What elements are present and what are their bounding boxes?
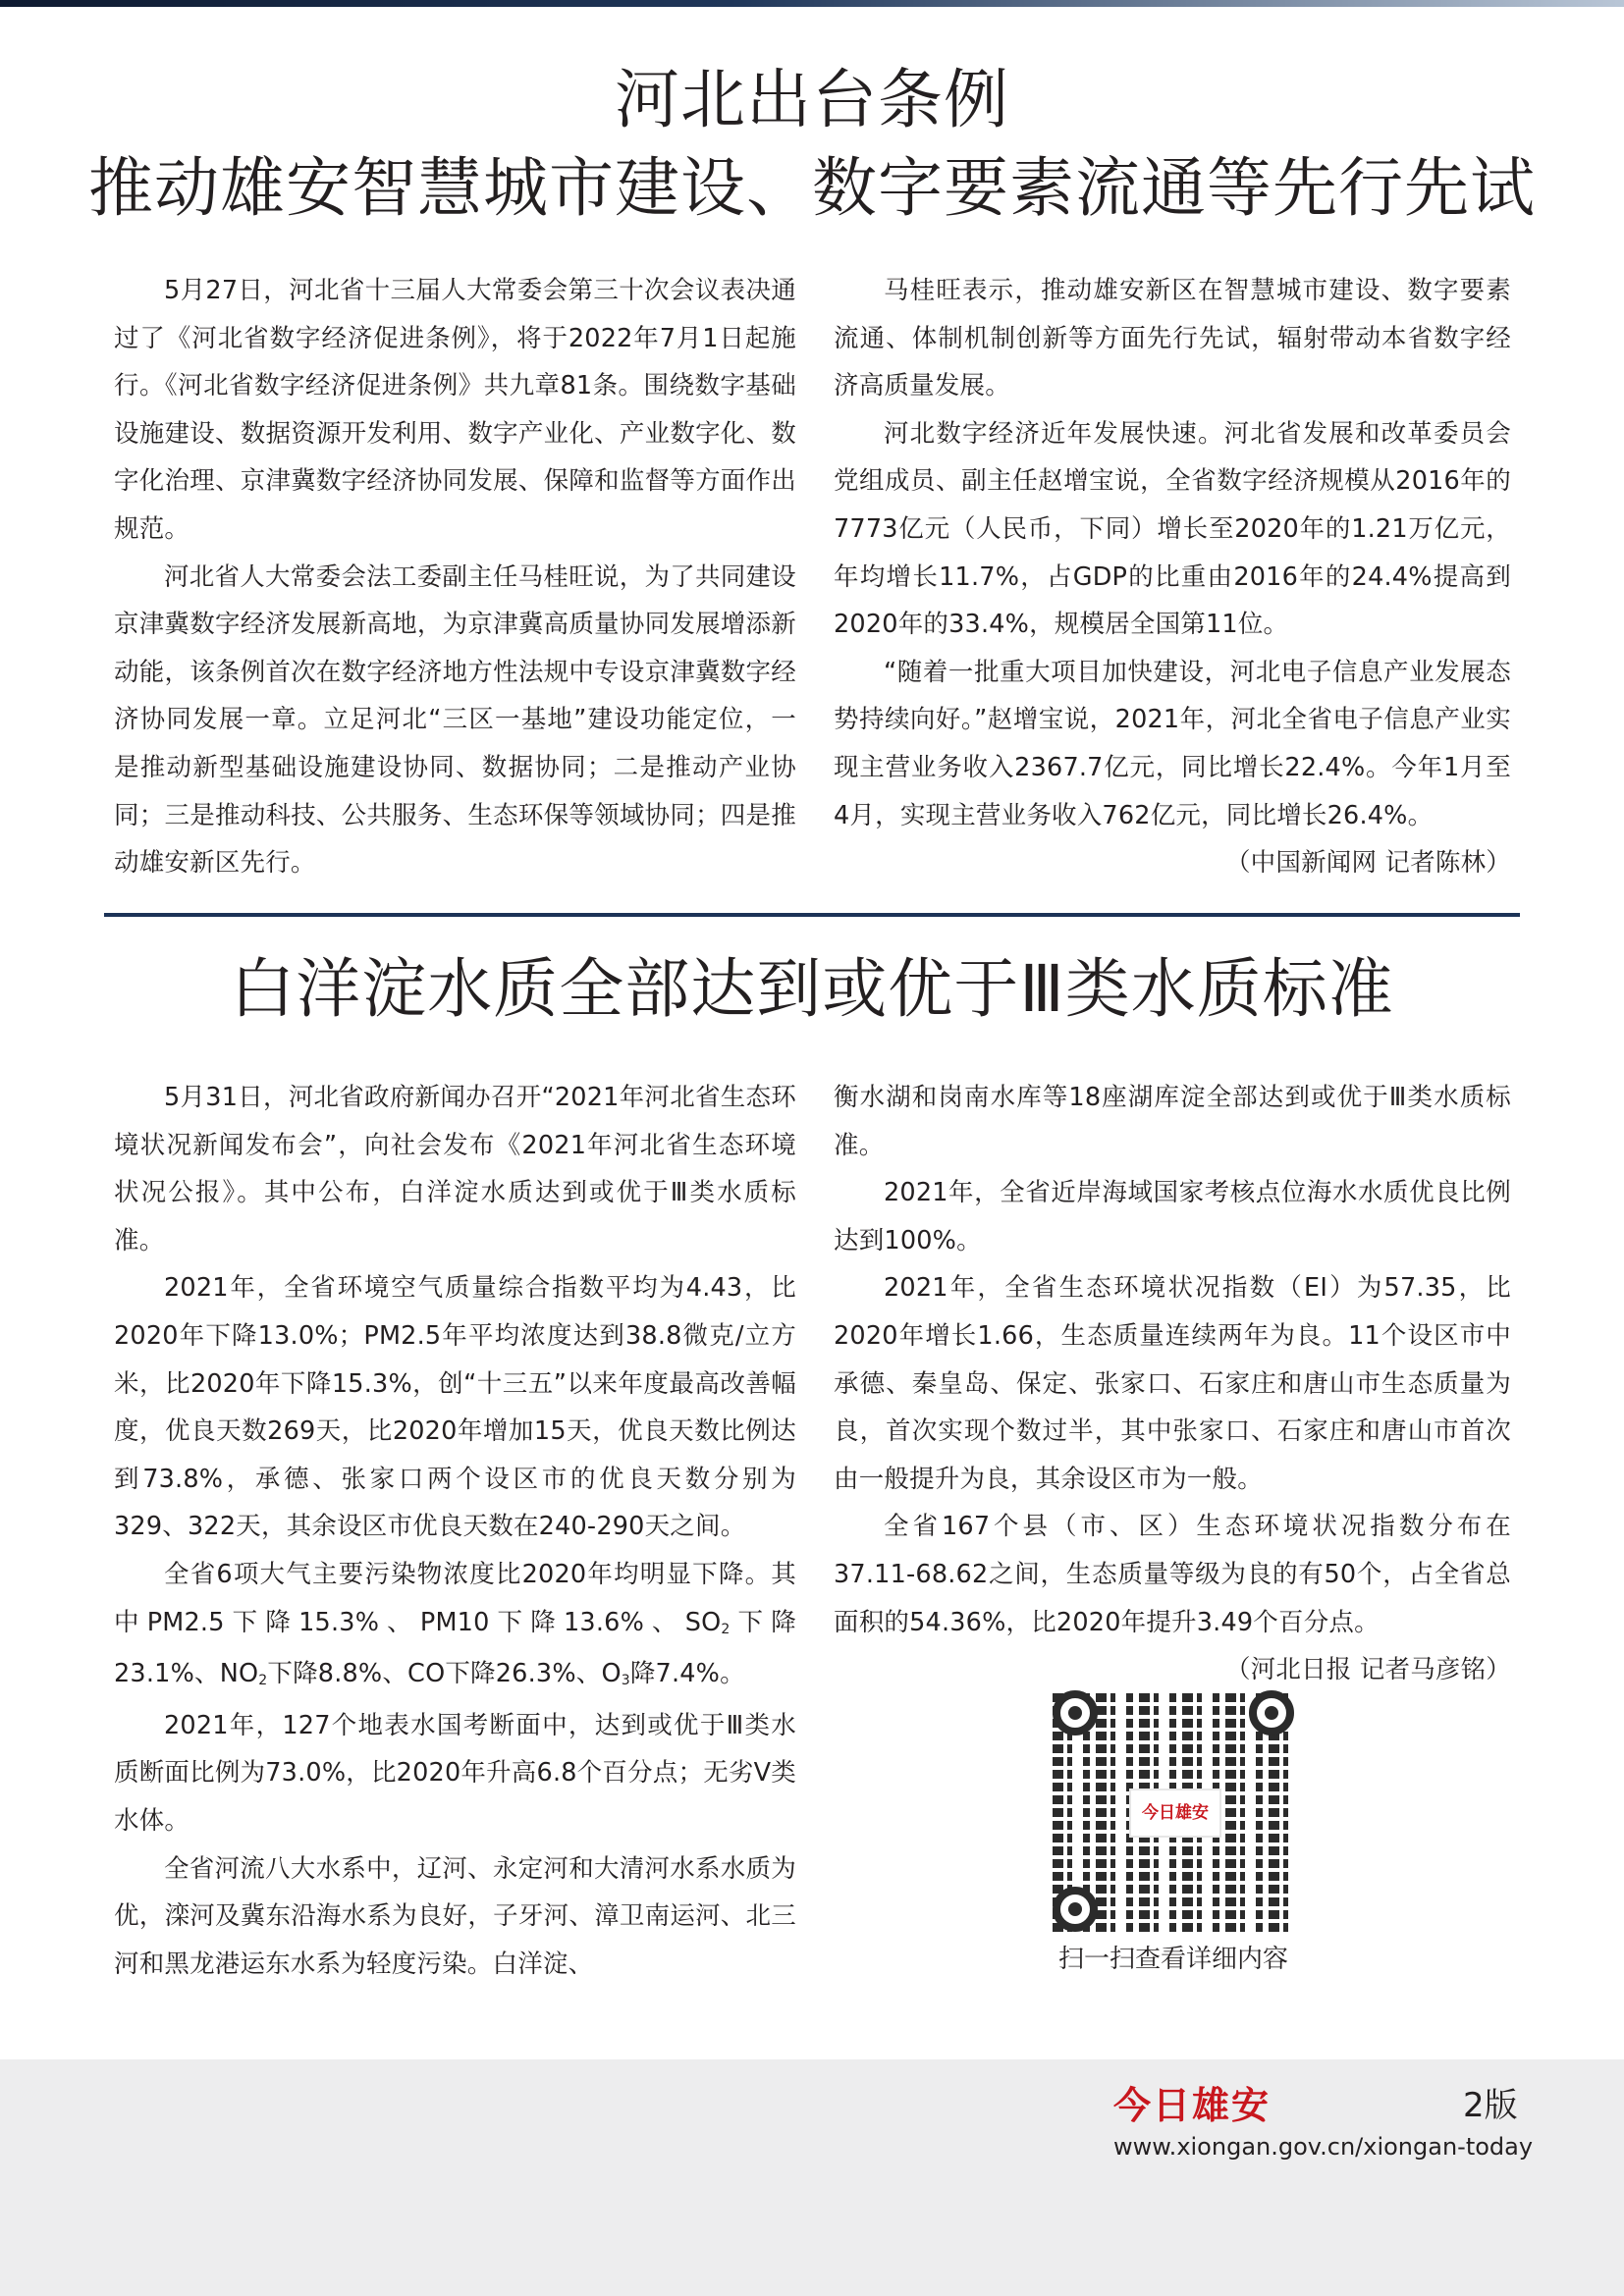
article1-left-column bbox=[114, 267, 796, 887]
top-accent-bar bbox=[0, 0, 1624, 7]
article2-left-column bbox=[114, 1074, 796, 1988]
qr-finder-pattern bbox=[1249, 1690, 1294, 1735]
qr-code-block bbox=[1041, 1690, 1306, 1977]
article2-paragraph: 2021年，全省环境空气质量综合指数平均为4.43，比2020年下降13.0%；PM2.5年平均浓度达到38.8微克/立方米，比2020年下降15.3%，创“十三五”以来年度最高改善幅度，优良天数269天，比2020年增加15天，优良天数比例达到73.8%，承德、张家口两个设区市的优良天数分别为329、322天，其余设区市优良天数在240-290天之间。 bbox=[114, 1273, 796, 1542]
pollutant-text: 降7.4%。 bbox=[629, 1659, 745, 1689]
article1-paragraph: 河北数字经济近年发展快速。河北省发展和改革委员会党组成员、副主任赵增宝说，全省数字经济规模从2016年的7773亿元（人民币，下同）增长至2020年的1.21万亿元，年均增长11.7%，占GDP的比重由2016年的24.4%提高到2020年的33.4%，规模居全国第11位。 bbox=[834, 418, 1511, 640]
footer-logo: 今日雄安 bbox=[1113, 2083, 1272, 2127]
pollutant-text: 下降23.1%、NO bbox=[114, 1607, 796, 1689]
article2-right-column bbox=[834, 1074, 1511, 1694]
qr-code-icon[interactable] bbox=[1053, 1690, 1294, 1932]
article2-paragraph: 全省河流八大水系中，辽河、永定河和大清河水系水质为优，滦河及冀东沿海水系为良好，子牙河、漳卫南运河、北三河和黑龙港运东水系为轻度污染。白洋淀、 bbox=[114, 1853, 796, 1979]
article2-pollutant-paragraph bbox=[114, 1551, 796, 1702]
pollutant-text: 全省6项大气主要污染物浓度比2020年均明显下降。其中PM2.5下降15.3%、PM10下降13.6%、SO bbox=[114, 1559, 796, 1637]
article2-paragraph-continued: 衡水湖和岗南水库等18座湖库淀全部达到或优于Ⅲ类水质标准。 bbox=[834, 1083, 1511, 1160]
article1-paragraph: “随着一批重大项目加快建设，河北电子信息产业发展态势持续向好。”赵增宝说，2021年，河北全省电子信息产业实现主营业务收入2367.7亿元，同比增长22.4%。今年1月至4月，实现主营业务收入762亿元，同比增长26.4%。 bbox=[834, 657, 1511, 830]
article1-paragraph: 马桂旺表示，推动雄安新区在智慧城市建设、数字要素流通、体制机制创新等方面先行先试，辐射带动本省数字经济高质量发展。 bbox=[834, 276, 1511, 401]
qr-center-logo: 今日雄安 bbox=[1129, 1789, 1221, 1838]
article1-paragraph: 河北省人大常委会法工委副主任马桂旺说，为了共同建设京津冀数字经济发展新高地，为京津冀高质量协同发展增添新动能，该条例首次在数字经济地方性法规中专设京津冀数字经济协同发展一章。立足河北“三区一基地”建设功能定位，一是推动新型基础设施建设协同、数据协同；二是推动产业协同；三是推动科技、公共服务、生态环保等领域协同；四是推动雄安新区先行。 bbox=[114, 561, 796, 879]
footer-url-link[interactable]: www.xiongan.gov.cn/xiongan-today bbox=[1113, 2133, 1534, 2161]
page-number: 2版 bbox=[1463, 2086, 1518, 2125]
qr-caption: 扫一扫查看详细内容 bbox=[1057, 1945, 1288, 1974]
page-footer bbox=[0, 2059, 1624, 2296]
subscript: 2 bbox=[258, 1673, 268, 1689]
qr-finder-pattern bbox=[1053, 1887, 1098, 1932]
qr-finder-pattern bbox=[1053, 1690, 1098, 1735]
subscript: 2 bbox=[721, 1621, 731, 1637]
article1-paragraph: 5月27日，河北省十三届人大常委会第三十次会议表决通过了《河北省数字经济促进条例》，将于2022年7月1日起施行。《河北省数字经济促进条例》共九章81条。围绕数字基础设施建设、数据资源开发利用、数字产业化、产业数字化、数字化治理、京津冀数字经济协同发展、保障和监督等方面作出规范。 bbox=[114, 276, 796, 544]
article2-credit: （河北日报 记者马彦铭） bbox=[1224, 1655, 1511, 1685]
article1-title-line1: 河北出台条例 bbox=[615, 62, 1009, 137]
article2-title: 白洋淀水质全部达到或优于Ⅲ类水质标准 bbox=[230, 951, 1394, 1027]
pollutant-text: 下降8.8%、CO下降26.3%、O bbox=[267, 1659, 622, 1689]
article2-paragraph: 全省167个县（市、区）生态环境状况指数分布在37.11-68.62之间，生态质量等级为良的有50个，占全省总面积的54.36%，比2020年提升3.49个百分点。 bbox=[834, 1512, 1511, 1637]
article-divider bbox=[104, 913, 1520, 917]
subscript: 3 bbox=[621, 1673, 630, 1689]
article1-right-column bbox=[834, 267, 1511, 887]
article1-title-line2: 推动雄安智慧城市建设、数字要素流通等先行先试 bbox=[88, 150, 1536, 226]
article1-credit: （中国新闻网 记者陈林） bbox=[1224, 848, 1511, 879]
article2-paragraph: 5月31日，河北省政府新闻办召开“2021年河北省生态环境状况新闻发布会”，向社会发布《2021年河北省生态环境状况公报》。其中公布，白洋淀水质达到或优于Ⅲ类水质标准。 bbox=[114, 1083, 796, 1255]
article2-paragraph: 2021年，全省近岸海域国家考核点位海水水质优良比例达到100%。 bbox=[834, 1178, 1511, 1255]
article2-paragraph: 2021年，全省生态环境状况指数（EI）为57.35，比2020年增长1.66，生态质量连续两年为良。11个设区市中承德、秦皇岛、保定、张家口、石家庄和唐山市生态质量为良，首次实现个数过半，其中张家口、石家庄和唐山市首次由一般提升为良，其余设区市为一般。 bbox=[834, 1273, 1511, 1494]
article2-paragraph: 2021年，127个地表水国考断面中，达到或优于Ⅲ类水质断面比例为73.0%，比2020年升高6.8个百分点；无劣Ⅴ类水体。 bbox=[114, 1710, 796, 1836]
